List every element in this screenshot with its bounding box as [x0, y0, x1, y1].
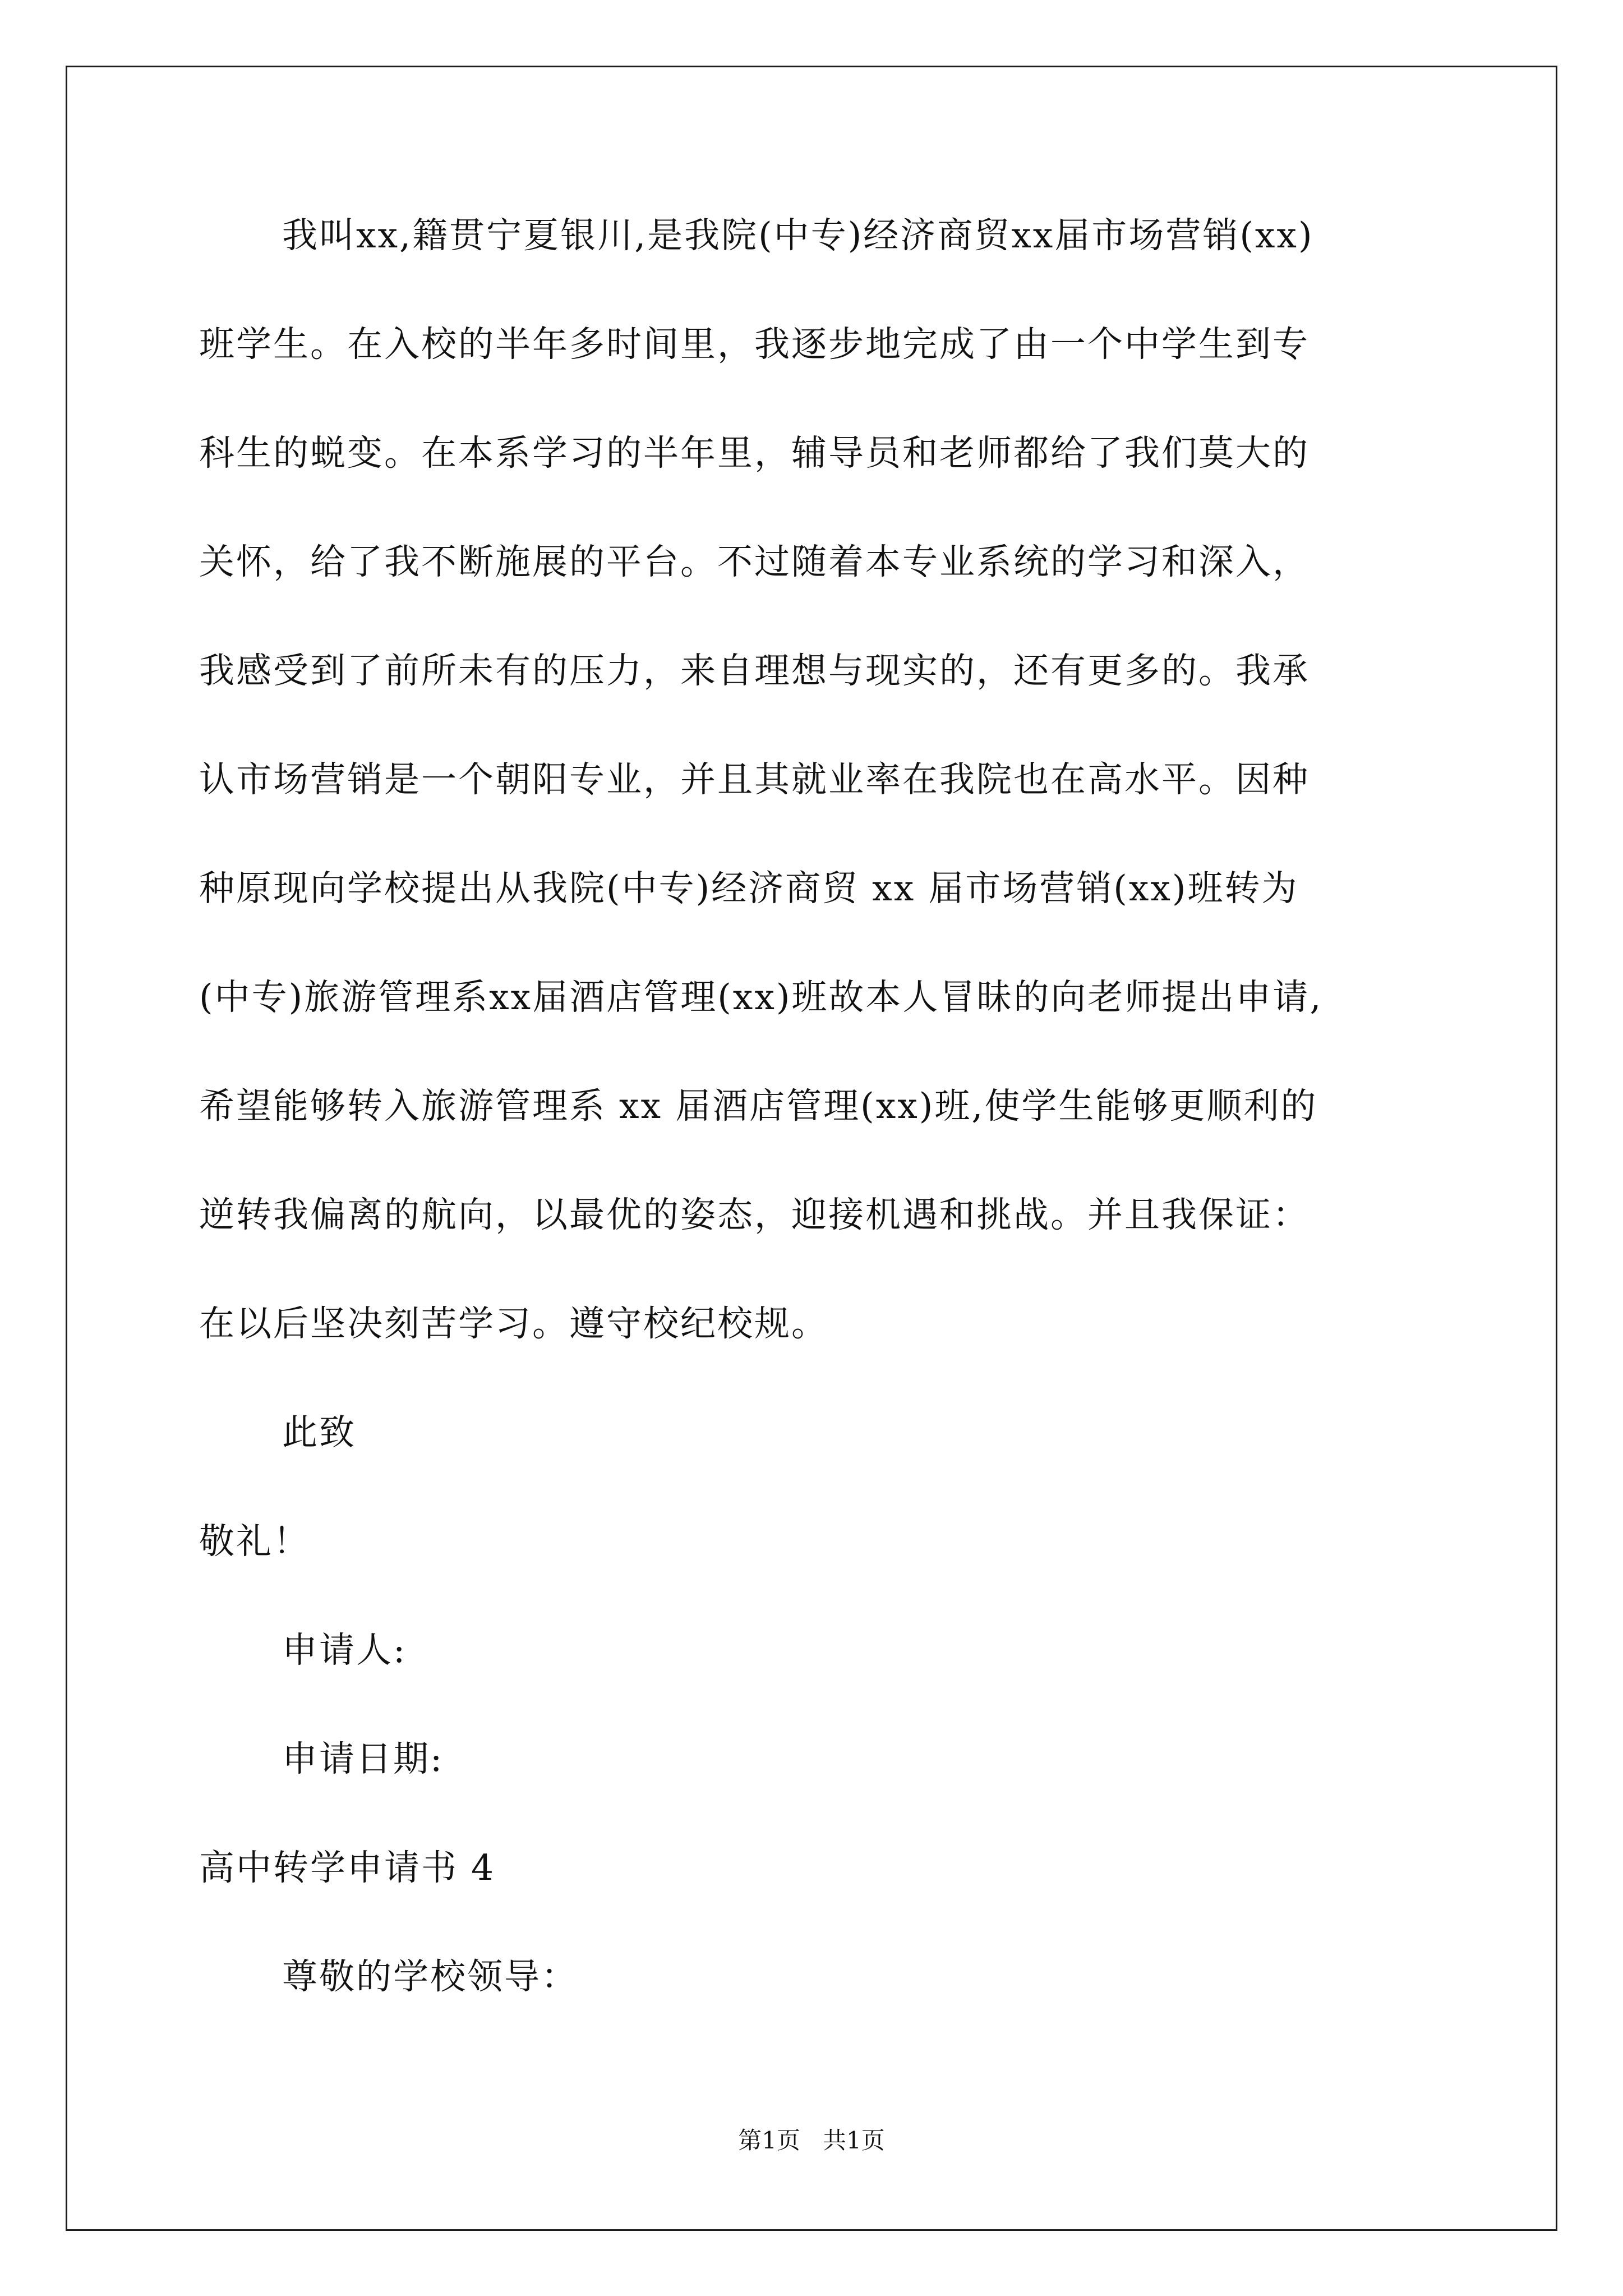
- page-border: [66, 66, 1557, 2231]
- body-line-5: 我感受到了前所未有的压力，来自理想与现实的，还有更多的。我承: [199, 650, 1310, 691]
- section-title: 高中转学申请书 4: [199, 1847, 496, 1888]
- salutation: 此致: [282, 1412, 356, 1453]
- body-line-11: 在以后坚决刻苦学习。遵守校纪校规。: [199, 1303, 828, 1344]
- body-line-4: 关怀，给了我不断施展的平台。不过随着本专业系统的学习和深入，: [199, 541, 1310, 582]
- body-line-1: 我叫xx,籍贯宁夏银川,是我院(中专)经济商贸xx届市场营销(xx): [282, 215, 1314, 256]
- body-line-10: 逆转我偏离的航向，以最优的姿态，迎接机遇和挑战。并且我保证：: [199, 1194, 1310, 1235]
- date-label: 申请日期:: [282, 1738, 444, 1779]
- applicant-label: 申请人:: [282, 1630, 407, 1671]
- body-line-8: (中专)旅游管理系xx届酒店管理(xx)班故本人冒昧的向老师提出申请,: [199, 977, 1323, 1018]
- page-footer: 第1页 共1页: [738, 2127, 885, 2154]
- body-line-2: 班学生。在入校的半年多时间里，我逐步地完成了由一个中学生到专: [199, 324, 1310, 365]
- body-line-7: 种原现向学校提出从我院(中专)经济商贸 xx 届市场营销(xx)班转为: [199, 868, 1299, 909]
- body-line-6: 认市场营销是一个朝阳专业，并且其就业率在我院也在高水平。因种: [199, 759, 1310, 800]
- body-line-9: 希望能够转入旅游管理系 xx 届酒店管理(xx)班,使学生能够更顺利的: [199, 1085, 1318, 1126]
- greeting: 尊敬的学校领导：: [282, 1956, 578, 1997]
- regards: 敬礼！: [199, 1521, 310, 1562]
- body-line-3: 科生的蜕变。在本系学习的半年里，辅导员和老师都给了我们莫大的: [199, 432, 1310, 473]
